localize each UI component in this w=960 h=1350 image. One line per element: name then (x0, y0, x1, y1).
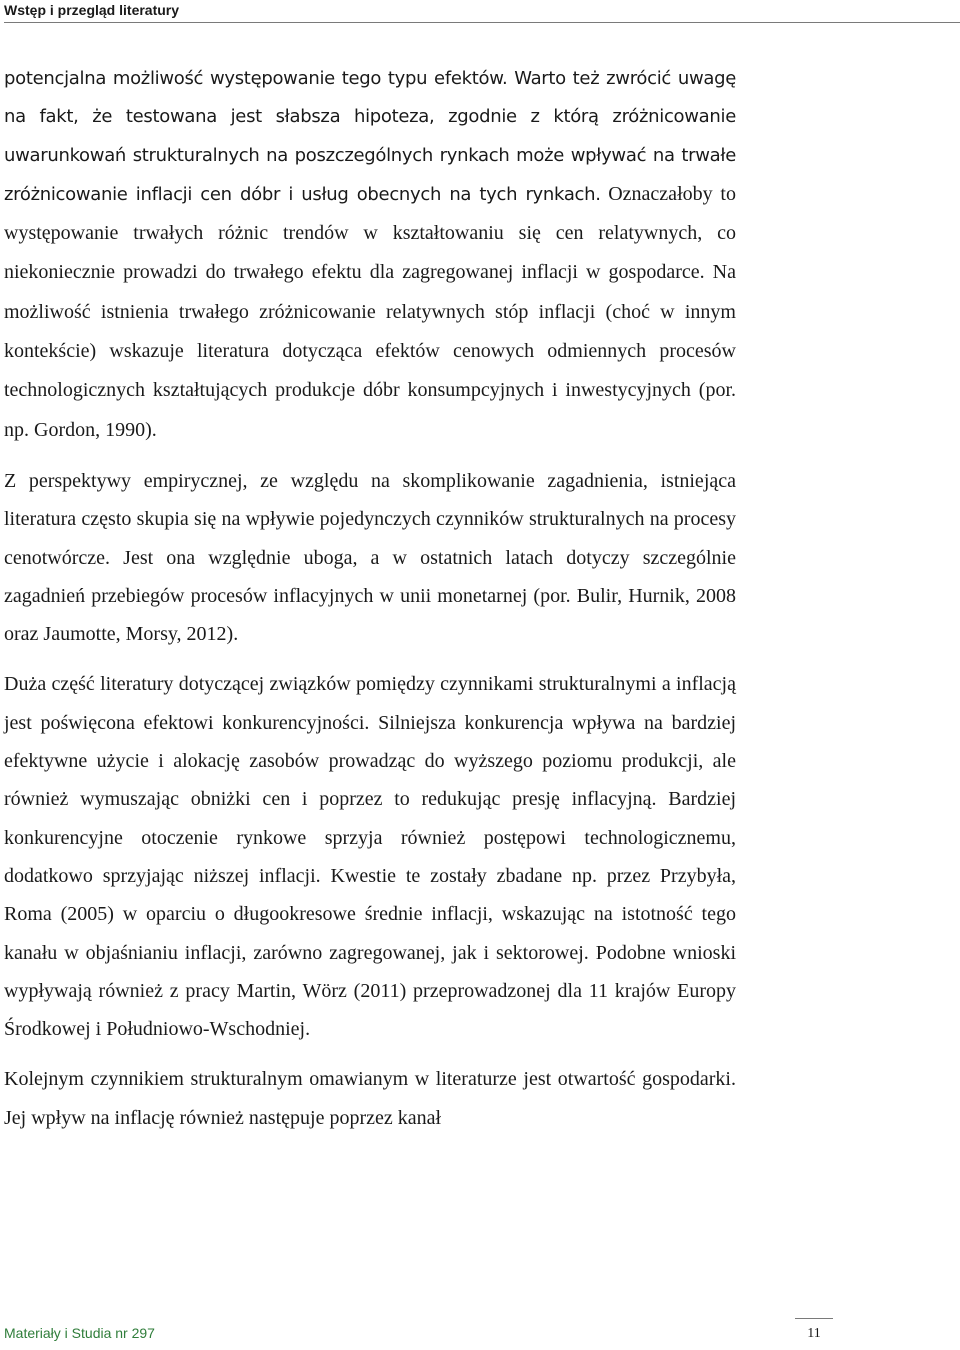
paragraph-1-lead: potencjalna możliwość występowanie tego typu efektów. Warto też zwrócić uwagę na fakt, że testowana jest słabsza hipoteza, zgodnie z którą zróżnicowanie uwarunkowań strukturalnych na poszczególnych rynkach może wpływać na trwałe zróżnicowanie inflacji cen dóbr i usług obecnych na tych rynkach. (4, 68, 736, 205)
paragraph-3: Duża część literatury dotyczącej związków pomiędzy czynnikami strukturalnymi a inflacją jest poświęcona efektowi konkurencyjności. Silniejsza konkurencja wpływa na bardziej efektywne użycie i alokację zasobów prowadząc do wyższego poziomu produkcji, ale również wymuszając obniżki cen i poprzez to redukując presję inflacyjną. Bardziej konkurencyjne otoczenie rynkowe sprzyja również postępowi technologicznemu, dodatkowo sprzyjając niższej inflacji. Kwestie te zostały zbadane np. przez Przybyła, Roma (2005) w oparciu o długookresowe średnie inflacji, wskazując na istotność tego kanału w objaśnianiu inflacji, zarówno zagregowanej, jak i sektorowej. Podobne wnioski wypływają również z pracy Martin, Wörz (2011) przeprowadzonej dla 11 krajów Europy Środkowej i Południowo-Wschodniej. (4, 673, 736, 1041)
page-number: 11 (807, 1326, 821, 1341)
running-header: Wstęp i przegląd literatury (4, 0, 960, 23)
footer-series-title: Materiały i Studia nr 297 (4, 1325, 155, 1341)
footer-rule (795, 1318, 833, 1319)
paragraph-1 (4, 60, 736, 450)
paragraph-1-continuation: Oznaczałoby to występowanie trwałych różnic trendów w kształtowaniu się cen relatywnych, co niekoniecznie prowadzi do trwałego efektu dla zagregowanej inflacji w gospodarce. Na możliwość istnienia trwałego zróżnicowanie relatywnych stóp inflacji (choć w innym kontekście) wskazuje literatura dotycząca efektów cenowych odmiennych procesów technologicznych kształtujących produkcje dóbr konsumpcyjnych i inwestycyjnych (por. np. Gordon, 1990). (4, 182, 736, 441)
paragraph-4: Kolejnym czynnikiem strukturalnym omawianym w literaturze jest otwartość gospodarki. Jej wpływ na inflację również następuje poprzez kanał (4, 1068, 736, 1129)
paragraph-2: Z perspektywy empirycznej, ze względu na skomplikowanie zagadnienia, istniejąca literatura często skupia się na wpływie pojedynczych czynników strukturalnych na procesy cenotwórcze. Jest ona względnie uboga, a w ostatnich latach dotyczy szczególnie zagadnień przebiegów procesów inflacyjnych w unii monetarnej (por. Bulir, Hurnik, 2008 oraz Jaumotte, Morsy, 2012). (4, 469, 736, 646)
body-text (4, 60, 736, 1149)
